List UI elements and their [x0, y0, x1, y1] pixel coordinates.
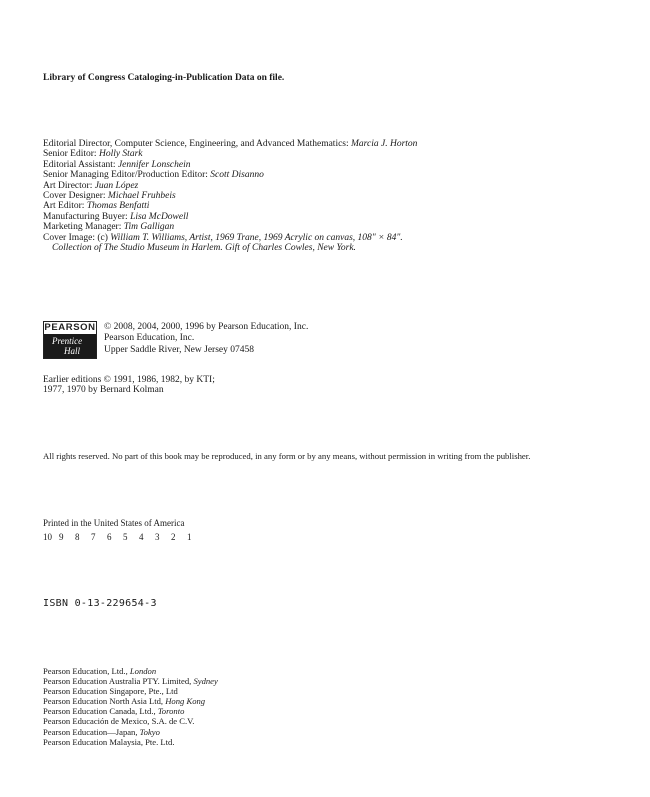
- print-line-digit: 3: [155, 532, 160, 542]
- office-line: [43, 686, 218, 696]
- office-org: Pearson Education Australia PTY. Limited,: [43, 676, 192, 687]
- office-line: [43, 727, 218, 737]
- credit-role: Art Director:: [43, 180, 93, 191]
- earlier-editions: [43, 375, 215, 395]
- cip-note: Library of Congress Cataloging-in-Publication Data on file.: [43, 73, 285, 83]
- copyright-line: © 2008, 2004, 2000, 1996 by Pearson Education, Inc.: [104, 322, 309, 332]
- office-org: Pearson Education—Japan,: [43, 726, 138, 737]
- credit-name: Lisa McDowell: [130, 211, 189, 222]
- office-org: Pearson Education Canada, Ltd.,: [43, 706, 156, 717]
- office-org: Pearson Education North Asia Ltd,: [43, 696, 164, 707]
- print-line-digit: 6: [107, 532, 112, 542]
- office-line: [43, 737, 218, 747]
- credit-role: Editorial Assistant:: [43, 159, 116, 170]
- credit-name: Holly Stark: [98, 149, 143, 160]
- credit-role: Marketing Manager:: [43, 222, 122, 233]
- credit-role: Senior Editor:: [43, 149, 97, 160]
- publisher-address: Upper Saddle River, New Jersey 07458: [104, 344, 255, 355]
- credit-line: [43, 233, 417, 243]
- office-org: Pearson Education Malaysia, Pte. Ltd.: [43, 736, 175, 747]
- office-org: Pearson Educación de Mexico, S.A. de C.V.: [43, 716, 195, 727]
- publisher-block: [104, 322, 308, 356]
- credit-line: [43, 191, 417, 201]
- credit-line: [43, 139, 417, 149]
- print-line-digit: 5: [123, 532, 128, 542]
- office-line: [43, 666, 218, 676]
- credit-line: [43, 160, 417, 170]
- credit-role: Editorial Director, Computer Science, Engineering, and Advanced Mathematics:: [43, 139, 349, 149]
- office-city: Tokyo: [139, 726, 160, 737]
- pearson-prentice-hall-logo: [43, 321, 97, 359]
- credit-name: Scott Disanno: [210, 170, 264, 181]
- print-line-digit: 8: [75, 532, 80, 542]
- print-line-digit: 10: [43, 532, 52, 542]
- offices-list: [43, 666, 218, 747]
- office-city: London: [129, 666, 157, 676]
- office-line: [43, 706, 218, 716]
- office-org: Pearson Education, Ltd.,: [43, 666, 128, 676]
- credit-continuation: Collection of The Studio Museum in Harlem. Gift of Charles Cowles, New York.: [52, 243, 356, 254]
- print-line-digit: 4: [139, 532, 144, 542]
- printed-in: Printed in the United States of America: [43, 518, 185, 528]
- print-line-digit: 2: [171, 532, 176, 542]
- print-line-digit: 7: [91, 532, 96, 542]
- credit-name: Marcia J. Horton: [351, 139, 418, 149]
- credit-line: [43, 181, 417, 191]
- credit-name: William T. Williams, Artist, 1969 Trane, 1969 Acrylic on canvas, 108" × 84".: [110, 232, 403, 243]
- office-city: Sydney: [193, 676, 218, 687]
- credits-block: [43, 139, 417, 253]
- publisher-name: Pearson Education, Inc.: [104, 333, 195, 344]
- credit-name: Thomas Benfatti: [86, 201, 150, 212]
- credit-line: [43, 149, 417, 159]
- credit-role: Manufacturing Buyer:: [43, 211, 128, 222]
- credit-name: Jennifer Lonschein: [117, 159, 191, 170]
- credit-role: Cover Designer:: [43, 191, 106, 202]
- office-city: Hong Kong: [165, 696, 206, 707]
- office-line: [43, 676, 218, 686]
- logo-line1: Prentice: [52, 336, 83, 346]
- office-line: [43, 696, 218, 706]
- credit-line: [43, 170, 417, 180]
- logo-imprint: [44, 334, 96, 358]
- office-line: [43, 716, 218, 726]
- credit-name: Juan López: [94, 180, 139, 191]
- credit-name: Michael Fruhbeis: [107, 191, 176, 202]
- credit-line: [43, 212, 417, 222]
- print-line-digit: 1: [187, 532, 192, 542]
- earlier-editions-line1: Earlier editions © 1991, 1986, 1982, by KTI;: [43, 375, 215, 385]
- logo-line2: Hall: [64, 346, 81, 356]
- rights-statement: All rights reserved. No part of this book may be reproduced, in any form or by any means, without permission in writing from the publisher.: [43, 451, 531, 461]
- logo-pearson-text: PEARSON: [44, 322, 96, 333]
- print-line-digit: 9: [59, 532, 64, 542]
- credit-role: Senior Managing Editor/Production Editor:: [43, 170, 208, 181]
- credit-role: Art Editor:: [43, 201, 85, 212]
- credit-role: Cover Image: (c): [43, 232, 108, 243]
- office-city: Toronto: [157, 706, 185, 717]
- credit-line: [43, 201, 417, 211]
- earlier-editions-line2: 1977, 1970 by Bernard Kolman: [43, 385, 164, 396]
- print-line: [43, 532, 203, 542]
- isbn: ISBN 0-13-229654-3: [43, 598, 157, 609]
- credit-name: Tim Galligan: [123, 222, 175, 233]
- credit-line: [43, 222, 417, 232]
- office-org: Pearson Education Singapore, Pte., Ltd: [43, 686, 178, 697]
